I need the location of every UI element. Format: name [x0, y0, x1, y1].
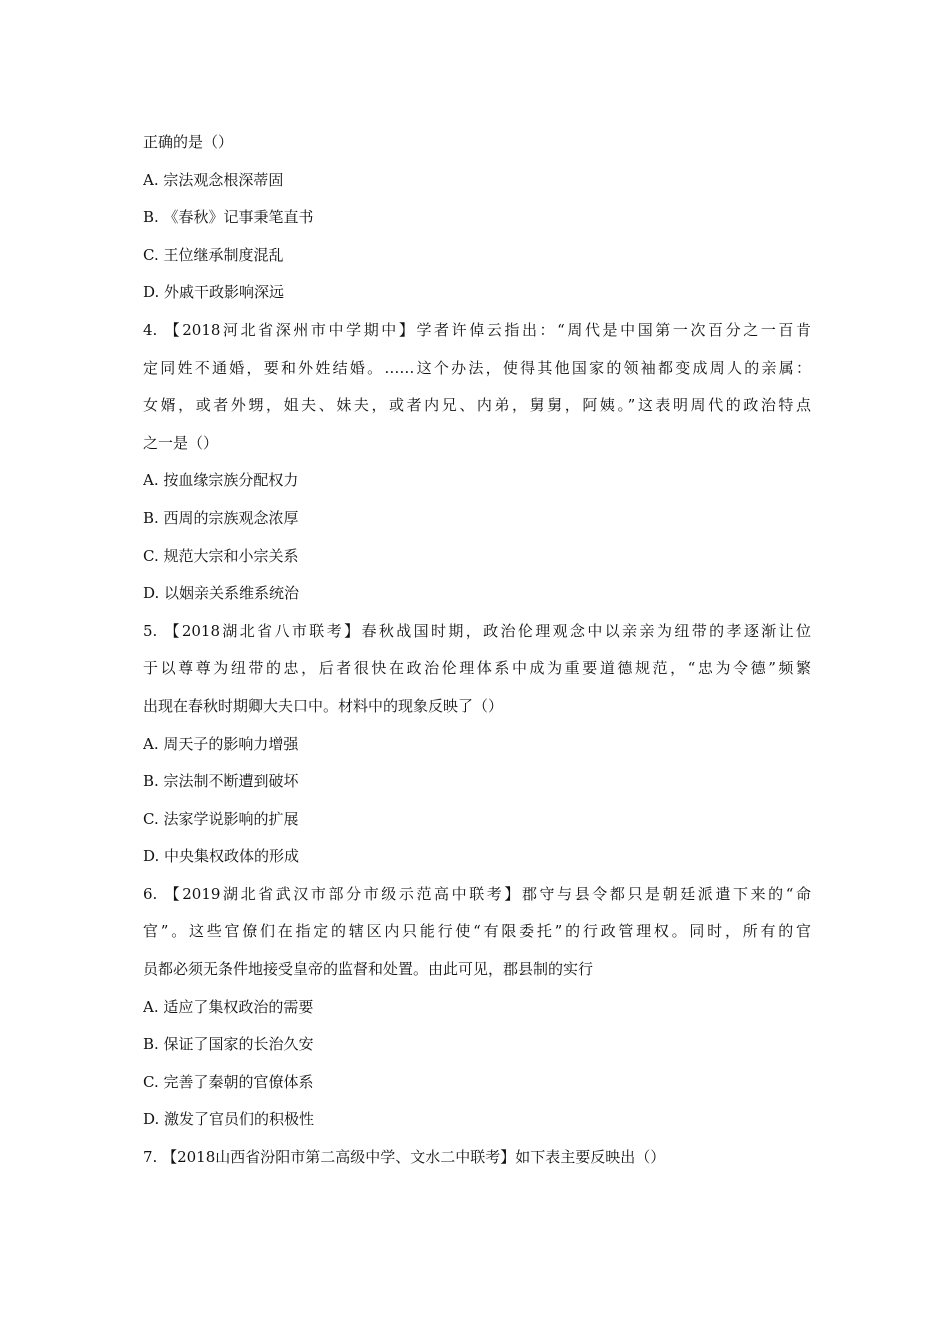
answer-option-b: B. 宗法制不断遭到破坏: [143, 772, 299, 791]
question-4: [143, 312, 811, 613]
question-stem-line: 4. 【2018河北省深州市中学期中】学者许倬云指出：“周代是中国第一次百分之一百肯: [143, 320, 811, 339]
question-stem-line: 出现在春秋时期卿大夫口中。材料中的现象反映了（）: [143, 696, 504, 715]
question-stem-line: 正确的是（）: [143, 133, 234, 151]
answer-option-b: B. 保证了国家的长治久安: [143, 1035, 314, 1054]
question-7: [143, 1139, 811, 1177]
question-stem-line: 6. 【2019湖北省武汉市部分市级示范高中联考】郡守与县令都只是朝廷派遣下来的“命: [143, 884, 811, 903]
question-stem-line: 于以尊尊为纽带的忠，后者很快在政治伦理体系中成为重要道德规范，“忠为令德”频繁: [143, 659, 811, 678]
answer-option-d: D. 以姻亲关系维系统治: [143, 584, 300, 603]
question-6: [143, 876, 811, 1139]
answer-option-c: C. 法家学说影响的扩展: [143, 809, 299, 828]
question-stem-line: 官”。这些官僚们在指定的辖区内只能行使“有限委托”的行政管理权。同时，所有的官: [143, 922, 811, 941]
question-stem-line: 之一是（）: [143, 433, 219, 452]
answer-option-c: C. 王位继承制度混乱: [143, 245, 284, 264]
question-stem-line: 员都必须无条件地接受皇帝的监督和处置。由此可见，郡县制的实行: [143, 960, 594, 979]
answer-option-d: D. 激发了官员们的积极性: [143, 1110, 315, 1129]
answer-option-a: A. 周天子的影响力增强: [143, 734, 299, 753]
answer-option-b: B. 《春秋》记事秉笔直书: [143, 208, 314, 227]
answer-option-c: C. 完善了秦朝的官僚体系: [143, 1072, 314, 1091]
question-stem-line: 女婿，或者外甥，姐夫、妹夫，或者内兄、内弟，舅舅，阿姨。”这表明周代的政治特点: [143, 396, 811, 415]
question-stem-line: 7. 【2018山西省汾阳市第二高级中学、文水二中联考】如下表主要反映出（）: [143, 1148, 666, 1167]
question-5: [143, 613, 811, 876]
answer-option-c: C. 规范大宗和小宗关系: [143, 546, 299, 565]
answer-option-b: B. 西周的宗族观念浓厚: [143, 508, 299, 527]
question-3: [143, 124, 811, 312]
question-stem-line: 定同姓不通婚，要和外姓结婚。……这个办法，使得其他国家的领袖都变成周人的亲属：: [143, 358, 811, 377]
answer-option-a: A. 宗法观念根深蒂固: [143, 170, 284, 189]
answer-option-a: A. 按血缘宗族分配权力: [143, 471, 299, 490]
answer-option-d: D. 外戚干政影响深远: [143, 283, 285, 302]
document-page: [143, 124, 811, 1177]
question-stem-line: 5. 【2018湖北省八市联考】春秋战国时期，政治伦理观念中以亲亲为纽带的孝逐渐让位: [143, 621, 811, 640]
answer-option-d: D. 中央集权政体的形成: [143, 847, 300, 866]
answer-option-a: A. 适应了集权政治的需要: [143, 997, 314, 1016]
